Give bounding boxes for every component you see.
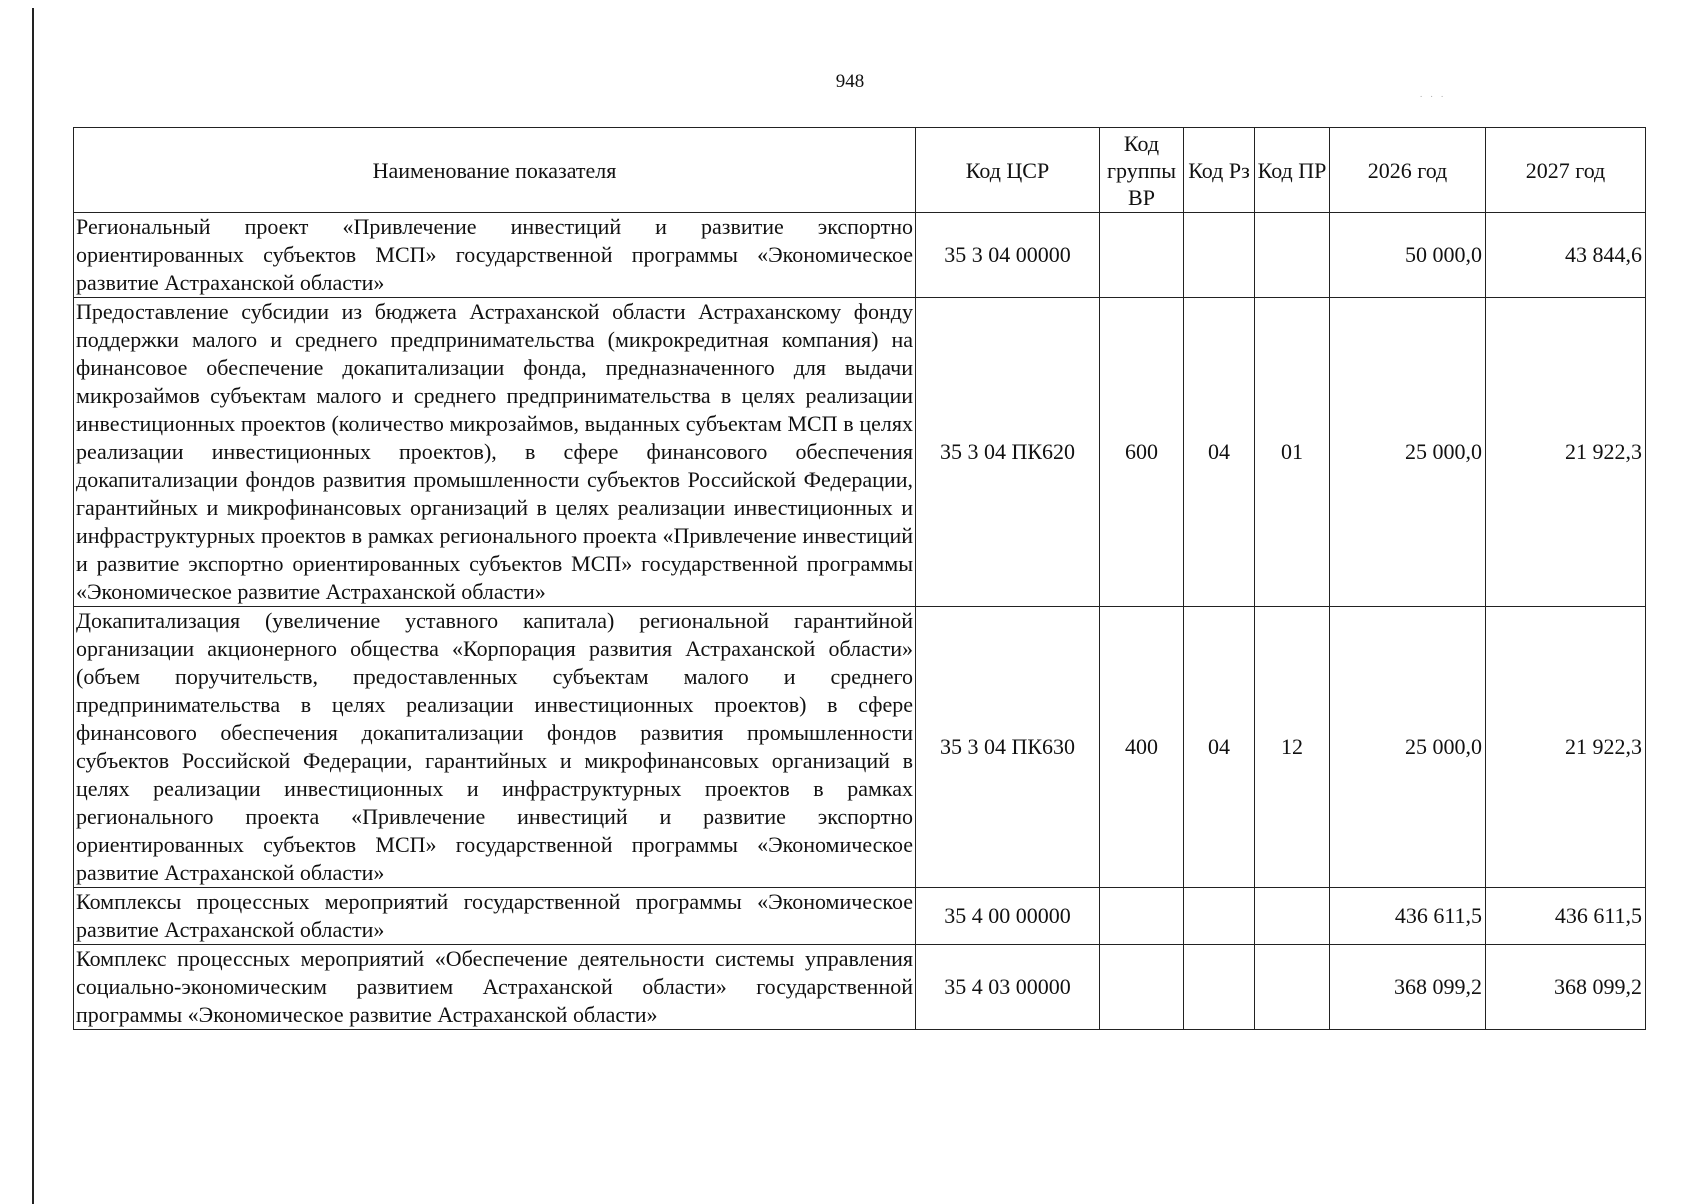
- row-2026: 436 611,5: [1330, 888, 1486, 945]
- table-row: [74, 213, 1646, 298]
- row-rz: 04: [1184, 298, 1255, 607]
- budget-table: [73, 127, 1646, 1030]
- row-2027: 368 099,2: [1486, 945, 1646, 1030]
- header-2026: 2026 год: [1330, 128, 1486, 213]
- row-vr: 600: [1100, 298, 1184, 607]
- row-pr: [1255, 213, 1330, 298]
- row-csr: 35 3 04 00000: [916, 213, 1100, 298]
- left-margin-line: [32, 8, 34, 1204]
- row-rz: [1184, 213, 1255, 298]
- corner-marks: . . .: [1420, 89, 1447, 99]
- row-pr: [1255, 888, 1330, 945]
- row-name: Региональный проект «Привлечение инвестиций и развитие экспортно ориентированных субъектов МСП» государственной программы «Экономическое развитие Астраханской области»: [74, 213, 916, 298]
- row-csr: 35 4 03 00000: [916, 945, 1100, 1030]
- row-2027: 21 922,3: [1486, 607, 1646, 888]
- row-rz: [1184, 888, 1255, 945]
- row-name: Предоставление субсидии из бюджета Астраханской области Астраханскому фонду поддержки малого и среднего предпринимательства (микрокредитная компания) на финансовое обеспечение докапитализации фонда, предназначенного для выдачи микрозаймов субъектам малого и среднего предпринимательства в целях реализации инвестиционных проектов (количество микрозаймов, выданных субъектам МСП в целях реализации инвестиционных проектов), в сфере финансового обеспечения докапитализации фондов развития промышленности субъектов Российской Федерации, гарантийных и микрофинансовых организаций в целях реализации инвестиционных и инфраструктурных проектов в рамках регионального проекта «Привлечение инвестиций и развитие экспортно ориентированных субъектов МСП» государственной программы «Экономическое развитие Астраханской области»: [74, 298, 916, 607]
- page-number: 948: [835, 71, 865, 92]
- row-2026: 25 000,0: [1330, 607, 1486, 888]
- row-pr: [1255, 945, 1330, 1030]
- row-2027: 21 922,3: [1486, 298, 1646, 607]
- row-vr: [1100, 945, 1184, 1030]
- header-vr: Код группы ВР: [1100, 128, 1184, 213]
- header-2027: 2027 год: [1486, 128, 1646, 213]
- table-row: [74, 888, 1646, 945]
- row-2026: 25 000,0: [1330, 298, 1486, 607]
- row-rz: 04: [1184, 607, 1255, 888]
- table-row: [74, 945, 1646, 1030]
- row-pr: 01: [1255, 298, 1330, 607]
- row-2027: 43 844,6: [1486, 213, 1646, 298]
- table-row: [74, 607, 1646, 888]
- row-pr: 12: [1255, 607, 1330, 888]
- row-csr: 35 4 00 00000: [916, 888, 1100, 945]
- header-csr: Код ЦСР: [916, 128, 1100, 213]
- row-2026: 50 000,0: [1330, 213, 1486, 298]
- table-row: [74, 298, 1646, 607]
- row-vr: [1100, 888, 1184, 945]
- row-csr: 35 3 04 ПК620: [916, 298, 1100, 607]
- row-2027: 436 611,5: [1486, 888, 1646, 945]
- row-name: Комплексы процессных мероприятий государственной программы «Экономическое развитие Астраханской области»: [74, 888, 916, 945]
- header-pr: Код ПР: [1255, 128, 1330, 213]
- row-csr: 35 3 04 ПК630: [916, 607, 1100, 888]
- row-vr: 400: [1100, 607, 1184, 888]
- row-name: Докапитализация (увеличение уставного капитала) региональной гарантийной организации акционерного общества «Корпорация развития Астраханской области» (объем поручительств, предоставленных субъектам малого и среднего предпринимательства в целях реализации инвестиционных проектов) в сфере финансового обеспечения докапитализации фондов развития промышленности субъектов Российской Федерации, гарантийных и микрофинансовых организаций в целях реализации инвестиционных и инфраструктурных проектов в рамках регионального проекта «Привлечение инвестиций и развитие экспортно ориентированных субъектов МСП» государственной программы «Экономическое развитие Астраханской области»: [74, 607, 916, 888]
- row-rz: [1184, 945, 1255, 1030]
- header-name: Наименование показателя: [74, 128, 916, 213]
- row-2026: 368 099,2: [1330, 945, 1486, 1030]
- row-vr: [1100, 213, 1184, 298]
- row-name: Комплекс процессных мероприятий «Обеспечение деятельности системы управления социально-экономическим развитием Астраханской области» государственной программы «Экономическое развитие Астраханской области»: [74, 945, 916, 1030]
- table-header-row: [74, 128, 1646, 213]
- header-rz: Код Рз: [1184, 128, 1255, 213]
